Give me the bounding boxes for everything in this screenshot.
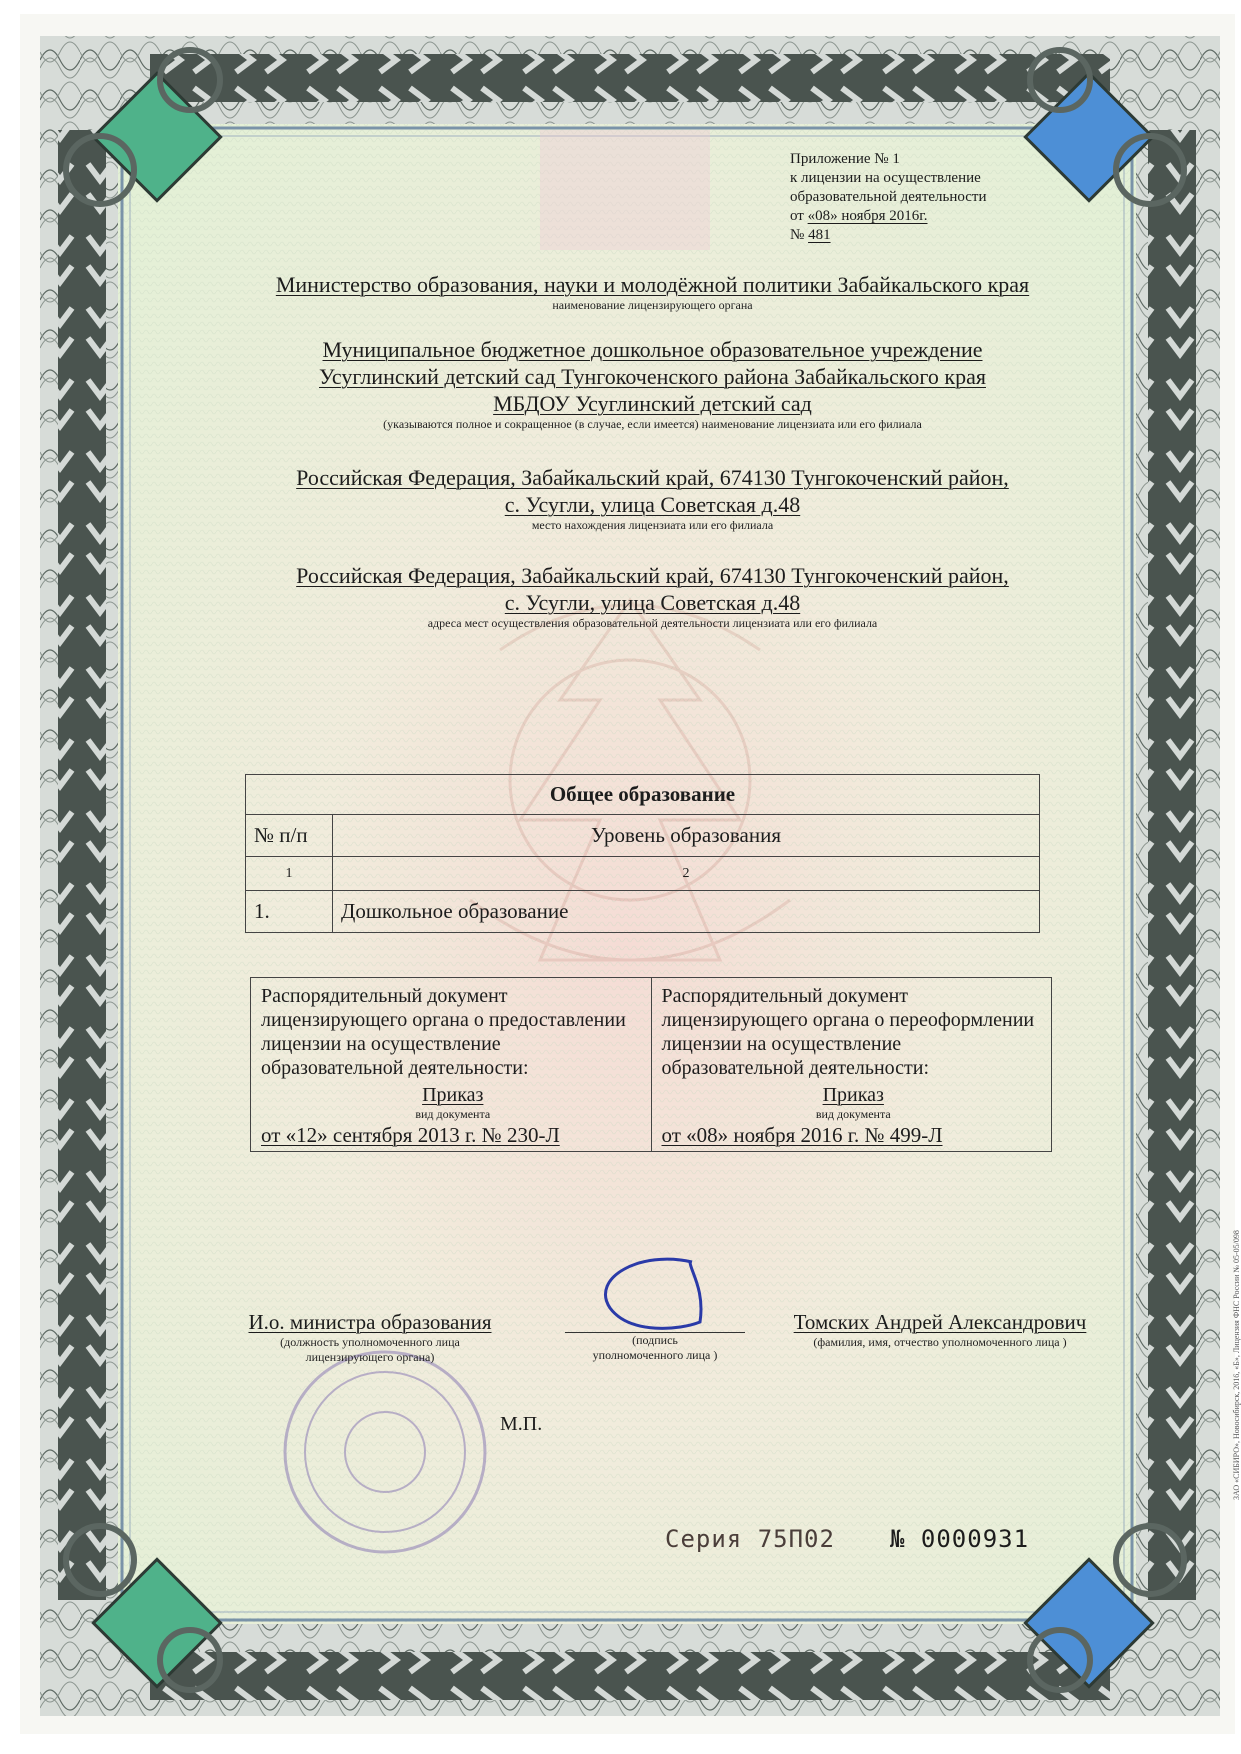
grant-document-kind-caption: вид документа: [415, 1107, 491, 1121]
appendix-date-line: от «08» ноября 2016г.: [790, 208, 928, 224]
serial-value: 75П02: [757, 1525, 835, 1553]
location-caption: место нахождения лицензиата или его филиала: [531, 518, 774, 532]
ministry-name: Министерство образования, науки и молодёжной политики Забайкальского края: [275, 272, 1030, 297]
position-caption-2: лицензирующего органа): [305, 1350, 435, 1364]
documents-table: [250, 977, 1052, 1152]
position-caption-1: (должность уполномоченного лица: [280, 1335, 460, 1349]
header-num: № п/п: [246, 815, 333, 857]
licensee-line-2: Усуглинский детский сад Тунгокоченского района Забайкальского края: [319, 364, 986, 389]
serial-label: Серия: [665, 1525, 743, 1553]
serial-series: [665, 1525, 835, 1553]
sign-caption-1: (подпись: [632, 1333, 678, 1347]
location-block: [215, 464, 1090, 532]
reissue-document-order: от «08» ноября 2016 г. № 499-Л: [661, 1123, 943, 1147]
reissue-document-kind-caption: вид документа: [815, 1107, 891, 1121]
table-title-row: [246, 775, 1040, 815]
ministry-caption: наименование лицензирующего органа: [552, 298, 753, 312]
address-line-1: Российская Федерация, Забайкальский край, 674130 Тунгокоченский район,: [296, 563, 1009, 588]
appendix-line-2: к лицензии на осуществление: [790, 170, 981, 186]
address-line-2: с. Усугли, улица Советская д.48: [504, 590, 801, 615]
printer-imprint: ЗАО «СИБИРО», Новосибирск, 2016, «Б», Лицензия ФНС России № 05-05/098: [1232, 1230, 1241, 1500]
address-caption: адреса мест осуществления образовательной деятельности лицензиата или его филиала: [427, 616, 878, 630]
colnum-2: 2: [333, 857, 1040, 891]
licensee-block: [215, 336, 1090, 431]
official-name: Томских Андрей Александрович: [793, 1310, 1087, 1334]
appendix-title: Приложение № 1: [790, 151, 900, 167]
signature-block: [565, 1318, 745, 1363]
licensee-line-1: Муниципальное бюджетное дошкольное образовательное учреждение: [322, 337, 983, 362]
table-header-row: [246, 815, 1040, 857]
row-num: 1.: [246, 891, 333, 933]
appendix-number-line: № 481: [790, 227, 831, 243]
serial-num-label: №: [890, 1525, 906, 1553]
reissue-document-kind: Приказ: [822, 1084, 884, 1106]
education-table: [245, 774, 1040, 933]
serial-num: 0000931: [920, 1525, 1030, 1553]
appendix-number: 481: [808, 227, 831, 243]
grant-document-kind: Приказ: [422, 1084, 484, 1106]
official-position: И.о. министра образования: [248, 1310, 492, 1334]
reissue-document-heading: Распорядительный документ лицензирующего органа о переоформлении лицензии на осуществление образовательной деятельности:: [661, 985, 1035, 1079]
table-row: [246, 891, 1040, 933]
row-level: Дошкольное образование: [333, 891, 1040, 933]
table-colnum-row: [246, 857, 1040, 891]
appendix-header: [790, 150, 1050, 245]
grant-document-cell: [251, 978, 652, 1152]
licensee-caption: (указываются полное и сокращенное (в случае, если имеется) наименование лицензиата или его филиала: [383, 417, 922, 431]
header-level: Уровень образования: [333, 815, 1040, 857]
appendix-line-3: образовательной деятельности: [790, 189, 987, 205]
grant-document-heading: Распорядительный документ лицензирующего органа о предоставлении лицензии на осуществление образовательной деятельности:: [261, 985, 626, 1079]
serial-number: [890, 1525, 1029, 1553]
name-caption: (фамилия, имя, отчество уполномоченного лица ): [813, 1335, 1067, 1349]
stamp-place-label: М.П.: [500, 1413, 543, 1435]
activity-address-block: [215, 562, 1090, 630]
official-position-block: [210, 1310, 530, 1365]
appendix-date: «08» ноября 2016г.: [807, 208, 928, 224]
licensing-authority: [215, 272, 1090, 313]
location-line-2: с. Усугли, улица Советская д.48: [504, 492, 801, 517]
grant-document-order: от «12» сентября 2013 г. № 230-Л: [261, 1123, 560, 1147]
colnum-1: 1: [246, 857, 333, 891]
official-name-block: [755, 1310, 1125, 1350]
table-title: Общее образование: [246, 775, 1040, 815]
location-line-1: Российская Федерация, Забайкальский край, 674130 Тунгокоченский район,: [296, 465, 1009, 490]
licensee-short-name: МБДОУ Усуглинский детский сад: [493, 391, 812, 416]
reissue-document-cell: [651, 978, 1052, 1152]
sign-caption-2: уполномоченного лица ): [592, 1348, 718, 1362]
